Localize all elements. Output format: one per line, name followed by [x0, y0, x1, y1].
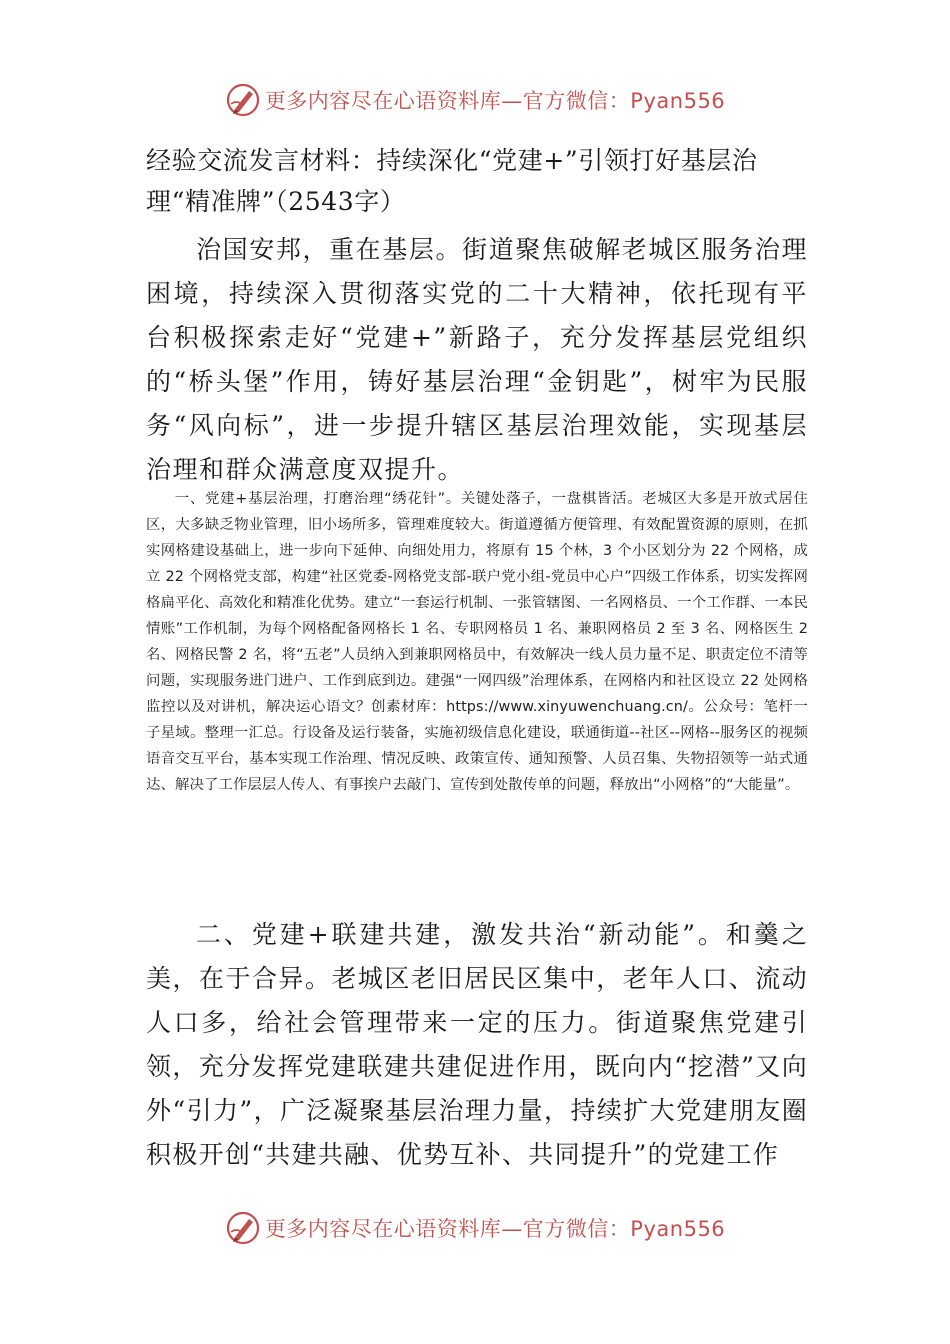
section-two-paragraph: 二、党建+联建共建，激发共治“新动能”。和羹之美，在于合异。老城区老旧居民区集中，老年人口、流动人口多，给社会管理带来一定的压力。街道聚焦党建引领，充分发挥党建联建共建促进作用，既向内“挖潜”又向外“引力”，广泛凝聚基层治理力量，持续扩大党建朋友圈积极开创“共建共融、优势互补、共同提升”的党建工作 — [146, 920, 808, 1169]
document-title: 经验交流发言材料：持续深化“党建+”引领打好基层治理“精准牌”（2543字） — [146, 146, 758, 216]
watermark-text: 更多内容尽在心语资料库—官方微信：Pyan556 — [264, 89, 726, 113]
header-watermark-banner — [0, 80, 950, 120]
section-one-paragraph: 一、党建+基层治理，打磨治理“绣花针”。关键处落子，一盘棋皆活。老城区大多是开放式居住区，大多缺乏物业管理，旧小场所多，管理难度较大。街道遵循方便管理、有效配置资源的原则，在抓实网格建设基础上，进一步向下延伸、向细处用力，将原有 15 个林，3 个小区划分为 22 个网格，成立 22 个网格党支部，构建“社区党委-网格党支部-联户党小组-党员中心户”四级工作体系，切实发挥网格扁平化、高效化和精准化优势。建立“一套运行机制、一张管辖图、一名网格员、一个工作群、一本民情账”工作机制，为每个网格配备网格长 1 名、专职网格员 1 名、兼职网格员 2 至 3 名、网格医生 2 名、网格民警 2 名，将“五老”人员纳入到兼职网格员中，有效解决一线人员力量不足、职责定位不清等问题，实现服务进门进户、工作到底到边。建强“一网四级”治理体系，在网格内和社区设立 22 处网格监控以及对讲机，解决运心语文？创素材库：https://www.xinyuwenchuang.cn/。公众号：笔杆一子星域。整理一汇总。行设备及运行装备，实施初级信息化建设，联通街道--社区--网格--服务区的视频语音交互平台，基本实现工作治理、情况反映、政策宣传、通知预警、人员召集、失物招领等一站式通达、解决了工作层层人传人、有事挨户去敲门、宣传到处散传单的问题，释放出“小网格”的“大能量”。 — [146, 491, 808, 793]
intro-paragraph: 治国安邦，重在基层。街道聚焦破解老城区服务治理困境，持续深入贯彻落实党的二十大精神，依托现有平台积极探索走好“党建+”新路子，充分发挥基层党组织的“桥头堡”作用，铸好基层治理“金钥匙”，树牢为民服务“风向标”，进一步提升辖区基层治理效能，实现基层治理和群众满意度双提升。 — [146, 235, 808, 484]
pen-logo-icon — [225, 1210, 261, 1246]
footer-watermark-banner — [0, 1208, 950, 1248]
pen-logo-icon — [225, 82, 261, 118]
watermark-text: 更多内容尽在心语资料库—官方微信：Pyan556 — [264, 1217, 726, 1241]
